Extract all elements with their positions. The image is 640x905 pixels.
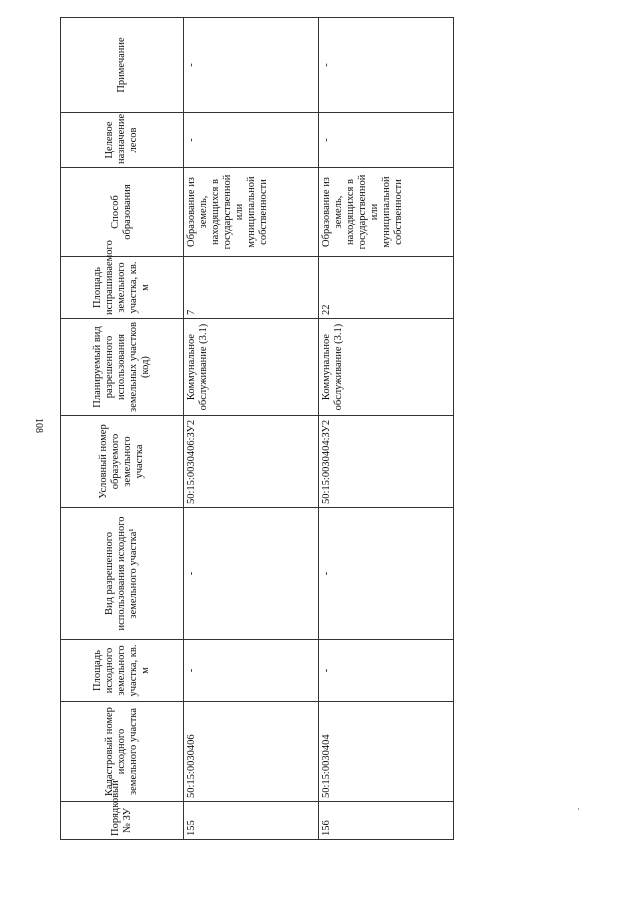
page-number: 108 [33, 418, 44, 433]
cell-planned-use: Коммунальное обслуживание (3.1) [319, 319, 454, 416]
table-row [184, 18, 319, 840]
cell-forest-purpose: - [184, 113, 319, 168]
cell-note: - [319, 18, 454, 113]
cell-requested-area: 7 [184, 257, 319, 319]
table-stage [60, 18, 443, 840]
header-formation-method: Способ образования [61, 168, 184, 257]
header-planned-use: Планируемый вид разрешенного использования земельных участков (код) [61, 319, 184, 416]
header-plot-number: Порядковый № ЗУ [61, 802, 184, 840]
header-source-area: Площадь исходного земельного участка, кв. м [61, 640, 184, 702]
header-cadastral-number: Кадастровый номер исходного земельного участка [61, 702, 184, 802]
cell-cadastral-number: 50:15:0030406 [184, 702, 319, 802]
cell-conditional-number: 50:15:0030404:ЗУ2 [319, 416, 454, 508]
cell-planned-use: Коммунальное обслуживание (3.1) [184, 319, 319, 416]
cell-conditional-number: 50:15:0030406:ЗУ2 [184, 416, 319, 508]
cell-formation-method: Образование из земель, находящихся в государственной или муниципальной собственности [184, 168, 319, 257]
cell-source-area: - [319, 640, 454, 702]
header-source-use: Вид разрешенного использования исходного земельного участка¹ [61, 508, 184, 640]
table-header-row [61, 18, 184, 840]
header-requested-area: Площадь испрашиваемого земельного участка, кв. м [61, 257, 184, 319]
cell-plot-number: 155 [184, 802, 319, 840]
cell-forest-purpose: - [319, 113, 454, 168]
cell-source-use: - [184, 508, 319, 640]
scan-speck [578, 808, 579, 810]
cell-requested-area: 22 [319, 257, 454, 319]
header-note: Примечание [61, 18, 184, 113]
table-row [319, 18, 454, 840]
header-conditional-number: Условный номер образуемого земельного участка [61, 416, 184, 508]
cell-source-area: - [184, 640, 319, 702]
rotated-table-wrapper [60, 18, 443, 840]
cell-cadastral-number: 50:15:0030404 [319, 702, 454, 802]
header-forest-purpose: Целевое назначение лесов [61, 113, 184, 168]
cell-source-use: - [319, 508, 454, 640]
land-plots-table [60, 17, 454, 840]
cell-note: - [184, 18, 319, 113]
cell-plot-number: 156 [319, 802, 454, 840]
cell-formation-method: Образование из земель, находящихся в государственной или муниципальной собственности [319, 168, 454, 257]
